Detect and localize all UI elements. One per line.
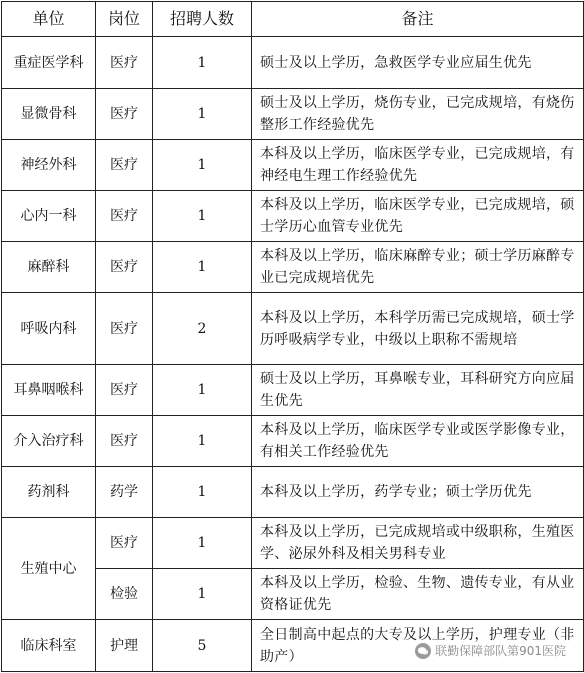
count-cell: 2: [153, 293, 252, 365]
table-header-row: [2, 2, 584, 37]
count-cell: 1: [153, 518, 252, 569]
watermark: [415, 642, 566, 659]
note-cell: 硕士及以上学历，烧伤专业，已完成规培，有烧伤整形工作经验优先: [252, 89, 584, 140]
post-cell: 药学: [96, 467, 153, 518]
table-row: [2, 140, 584, 191]
post-cell: 医疗: [96, 518, 153, 569]
count-cell: 1: [153, 569, 252, 620]
count-cell: 5: [153, 620, 252, 672]
post-cell: 医疗: [96, 37, 153, 89]
table-row: [2, 242, 584, 293]
table-row: [2, 37, 584, 89]
unit-cell: 耳鼻咽喉科: [2, 365, 96, 416]
count-cell: 1: [153, 140, 252, 191]
count-cell: 1: [153, 191, 252, 242]
note-cell: 本科及以上学历，临床医学专业或医学影像专业，有相关工作经验优先: [252, 416, 584, 467]
post-cell: 医疗: [96, 242, 153, 293]
table-row: [2, 416, 584, 467]
note-cell: 本科及以上学历，临床医学专业，已完成规培，硕士学历心血管专业优先: [252, 191, 584, 242]
count-cell: 1: [153, 89, 252, 140]
unit-cell: 药剂科: [2, 467, 96, 518]
unit-cell: 显微骨科: [2, 89, 96, 140]
post-cell: 医疗: [96, 365, 153, 416]
post-cell: 医疗: [96, 191, 153, 242]
post-cell: 检验: [96, 569, 153, 620]
header-unit: 单位: [2, 2, 96, 37]
table-row: [2, 365, 584, 416]
header-count: 招聘人数: [153, 2, 252, 37]
unit-cell: 重症医学科: [2, 37, 96, 89]
unit-cell: 临床科室: [2, 620, 96, 672]
watermark-text: 联勤保障部队第901医院: [435, 644, 566, 658]
table-row: [2, 518, 584, 569]
note-cell: 本科及以上学历，检验、生物、遗传专业，有从业资格证优先: [252, 569, 584, 620]
post-cell: 医疗: [96, 416, 153, 467]
count-cell: 1: [153, 467, 252, 518]
unit-cell: 介入治疗科: [2, 416, 96, 467]
unit-cell: 神经外科: [2, 140, 96, 191]
unit-cell: 生殖中心: [2, 518, 96, 620]
unit-cell: 心内一科: [2, 191, 96, 242]
post-cell: 医疗: [96, 89, 153, 140]
count-cell: 1: [153, 365, 252, 416]
post-cell: 医疗: [96, 293, 153, 365]
count-cell: 1: [153, 416, 252, 467]
note-cell: 本科及以上学历，临床医学专业，已完成规培，有神经电生理工作经验优先: [252, 140, 584, 191]
table-row: [2, 467, 584, 518]
note-cell: 本科及以上学历，已完成规培或中级职称，生殖医学、泌尿外科及相关男科专业: [252, 518, 584, 569]
note-cell: 硕士及以上学历，急救医学专业应届生优先: [252, 37, 584, 89]
post-cell: 医疗: [96, 140, 153, 191]
count-cell: 1: [153, 37, 252, 89]
table-row: [2, 89, 584, 140]
unit-cell: 呼吸内科: [2, 293, 96, 365]
table-row: [2, 293, 584, 365]
header-note: 备注: [252, 2, 584, 37]
note-cell: 本科及以上学历，临床麻醉专业；硕士学历麻醉专业已完成规培优先: [252, 242, 584, 293]
unit-cell: 麻醉科: [2, 242, 96, 293]
post-cell: 护理: [96, 620, 153, 672]
header-post: 岗位: [96, 2, 153, 37]
wechat-logo-icon: [415, 643, 431, 659]
table-row: [2, 191, 584, 242]
count-cell: 1: [153, 242, 252, 293]
note-cell: 硕士及以上学历，耳鼻喉专业，耳科研究方向应届生优先: [252, 365, 584, 416]
note-cell: 本科及以上学历，药学专业；硕士学历优先: [252, 467, 584, 518]
note-cell: 本科及以上学历，本科学历需已完成规培，硕士学历呼吸病学专业，中级以上职称不需规培: [252, 293, 584, 365]
recruitment-table: [1, 1, 584, 672]
note-cell: 全日制高中起点的大专及以上学历，护理专业（非助产）: [252, 620, 584, 672]
